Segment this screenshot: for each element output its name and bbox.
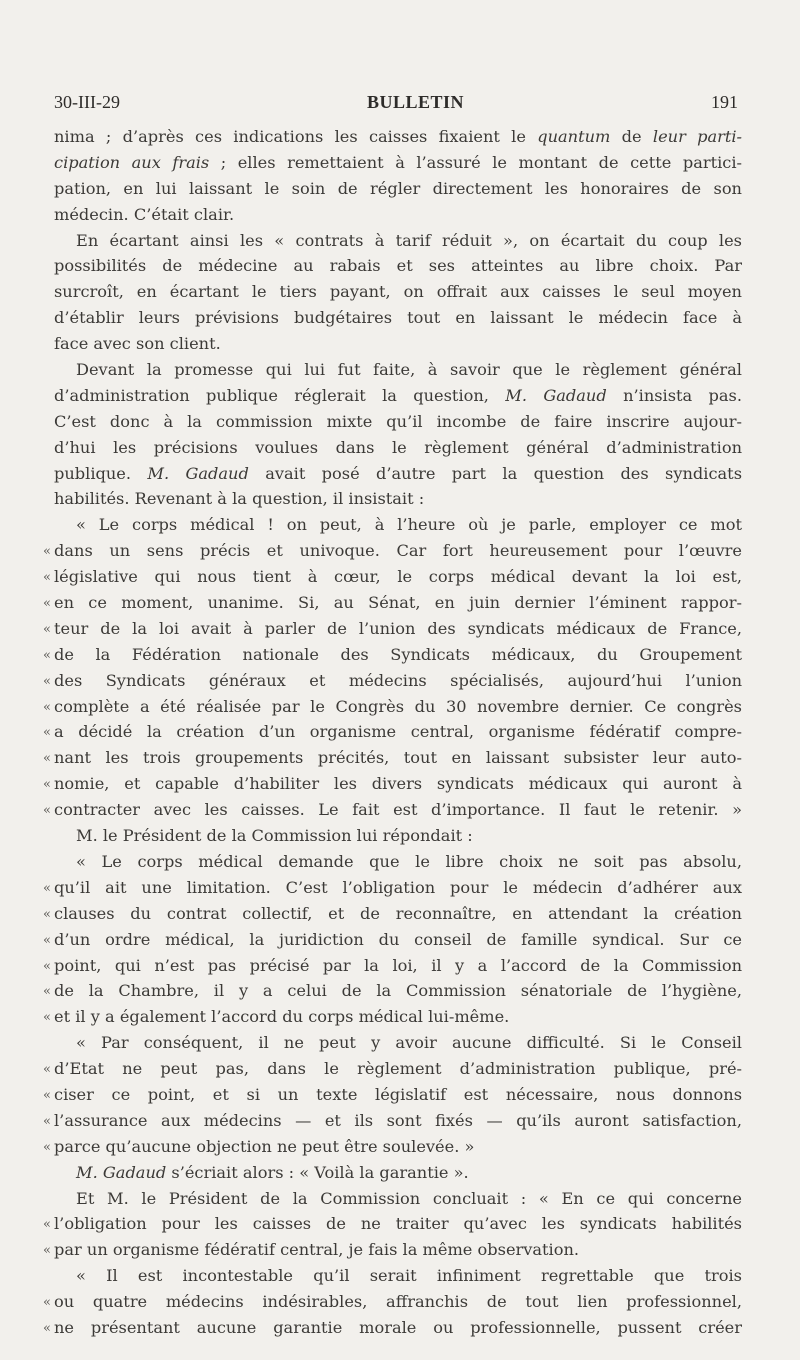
italic-text: M. Gadaud — [147, 463, 249, 483]
text-segment: face avec son client. — [54, 334, 221, 354]
italic-text: M. Gadaud — [76, 1162, 167, 1182]
running-header — [54, 92, 738, 113]
text-segment: ciser ce point, et si un texte législatif est nécessaire, nous donnons — [54, 1084, 742, 1104]
text-line — [43, 1237, 742, 1263]
header-date: 30-III-29 — [54, 92, 120, 112]
text-line — [54, 383, 742, 409]
text-line — [54, 150, 742, 176]
text-line — [43, 978, 742, 1004]
text-line — [43, 1211, 742, 1237]
quote-continuation-mark: « — [43, 958, 51, 974]
text-segment: « Par conséquent, il ne peut y avoir aucune difficulté. Si le Conseil — [76, 1033, 742, 1053]
text-segment: dans un sens précis et univoque. Car fort heureusement pour l’œuvre — [54, 541, 742, 561]
text-segment: contracter avec les caisses. Le fait est d’importance. Il faut le retenir. » — [54, 800, 742, 820]
quote-continuation-mark: « — [43, 544, 51, 560]
page-number: 191 — [711, 92, 738, 112]
quote-continuation-mark: « — [43, 1062, 51, 1078]
text-segment: pation, en lui laissant le soin de régler directement les honoraires de son — [54, 178, 742, 198]
italic-text: M. Gadaud — [505, 385, 607, 405]
text-line — [43, 1004, 742, 1030]
text-line — [43, 745, 742, 771]
text-segment: d’administration publique réglerait la question, — [54, 385, 506, 405]
text-line — [54, 409, 742, 435]
quote-continuation-mark: « — [43, 751, 51, 767]
quote-continuation-mark: « — [43, 984, 51, 1000]
text-line — [54, 253, 742, 279]
quote-continuation-mark: « — [43, 1320, 51, 1336]
text-segment: de — [610, 127, 653, 146]
text-segment: d’hui les précisions voulues dans le règlement général d’administration — [54, 437, 742, 457]
italic-text: quantum — [537, 127, 611, 146]
text-line — [43, 1134, 742, 1160]
text-segment: Devant la promesse qui lui fut faite, à savoir que le règlement général — [76, 360, 742, 380]
text-segment: En écartant ainsi les « contrats à tarif réduit », on écartait du coup les — [76, 230, 742, 250]
text-line — [54, 1186, 742, 1212]
quote-continuation-mark: « — [43, 1087, 51, 1103]
italic-text: cipation aux frais — [54, 152, 210, 172]
text-line — [54, 357, 742, 383]
text-segment: des Syndicats généraux et médecins spécialisés, aujourd’hui l’union — [54, 670, 742, 690]
text-line — [43, 719, 742, 745]
text-segment: possibilités de médecine au rabais et ses atteintes au libre choix. Par — [54, 256, 742, 276]
text-segment: M. le Président de la Commission lui répondait : — [76, 826, 473, 846]
text-segment: et il y a également l’accord du corps médical lui-même. — [54, 1007, 510, 1027]
text-segment: qu’il ait une limitation. C’est l’obligation pour le médecin d’adhérer aux — [54, 877, 742, 897]
text-segment: nant les trois groupements précités, tout en laissant subsister leur auto- — [54, 748, 742, 768]
text-line — [43, 797, 742, 823]
text-line — [54, 1030, 742, 1056]
text-segment: s’écriait alors : « Voilà la garantie ». — [166, 1162, 469, 1182]
text-segment: nima ; d’après ces indications les caisses fixaient le — [54, 127, 538, 146]
italic-text: leur parti- — [652, 127, 742, 146]
text-line — [43, 616, 742, 642]
text-segment: d’un ordre médical, la juridiction du conseil de famille syndical. Sur ce — [54, 929, 742, 949]
text-segment: l’assurance aux médecins — et ils sont fixés — qu’ils auront satisfaction, — [54, 1110, 742, 1130]
text-segment: d’Etat ne peut pas, dans le règlement d’administration publique, pré- — [54, 1059, 742, 1079]
header-title: BULLETIN — [366, 92, 465, 112]
body-text — [43, 124, 742, 1341]
text-line — [54, 228, 742, 254]
text-line — [43, 875, 742, 901]
text-segment: Et M. le Président de la Commission concluait : « En ce qui concerne — [76, 1188, 742, 1208]
quote-continuation-mark: « — [43, 647, 51, 663]
text-segment: ne présentant aucune garantie morale ou professionnelle, pussent créer — [54, 1317, 742, 1337]
text-line — [43, 771, 742, 797]
text-line — [43, 590, 742, 616]
text-segment: « Il est incontestable qu’il serait infiniment regrettable que trois — [76, 1266, 742, 1286]
text-segment: l’obligation pour les caisses de ne traiter qu’avec les syndicats habilités — [54, 1214, 742, 1234]
quote-continuation-mark: « — [43, 1295, 51, 1311]
text-line — [54, 279, 742, 305]
text-segment: législative qui nous tient à cœur, le corps médical devant la loi est, — [54, 567, 742, 587]
text-segment: n’insista pas. — [606, 385, 742, 405]
text-line — [43, 927, 742, 953]
text-line — [54, 124, 742, 150]
text-line — [54, 176, 742, 202]
text-segment: « Le corps médical ! on peut, à l’heure où je parle, employer ce mot — [76, 515, 742, 535]
quote-continuation-mark: « — [43, 803, 51, 819]
quote-continuation-mark: « — [43, 673, 51, 689]
text-segment: nomie, et capable d’habiliter les divers syndicats médicaux qui auront à — [54, 774, 742, 794]
quote-continuation-mark: « — [43, 1139, 51, 1155]
text-segment: clauses du contrat collectif, et de reconnaître, en attendant la création — [54, 903, 742, 923]
text-segment: en ce moment, unanime. Si, au Sénat, en juin dernier l’éminent rappor- — [54, 593, 742, 613]
text-line — [54, 461, 742, 487]
text-segment: publique. — [54, 463, 148, 483]
quote-continuation-mark: « — [43, 1113, 51, 1129]
quote-continuation-mark: « — [43, 906, 51, 922]
text-line — [54, 512, 742, 538]
text-segment: de la Chambre, il y a celui de la Commission sénatoriale de l’hygiène, — [54, 981, 742, 1001]
quote-continuation-mark: « — [43, 932, 51, 948]
text-segment: C’est donc à la commission mixte qu’il incombe de faire inscrire aujour- — [54, 411, 742, 431]
text-segment: surcroît, en écartant le tiers payant, on offrait aux caisses le seul moyen — [54, 282, 742, 302]
text-segment: ou quatre médecins indésirables, affranchis de tout lien professionnel, — [54, 1292, 742, 1312]
text-segment: parce qu’aucune objection ne peut être soulevée. » — [54, 1136, 475, 1156]
text-line — [54, 1160, 742, 1186]
quote-continuation-mark: « — [43, 725, 51, 741]
quote-continuation-mark: « — [43, 621, 51, 637]
text-line — [43, 953, 742, 979]
text-line — [43, 538, 742, 564]
text-segment: habilités. Revenant à la question, il insistait : — [54, 489, 425, 509]
text-segment: médecin. C’était clair. — [54, 204, 235, 224]
text-line — [43, 1082, 742, 1108]
text-line — [43, 1315, 742, 1341]
text-line — [43, 668, 742, 694]
text-line — [43, 642, 742, 668]
text-line — [43, 694, 742, 720]
text-line — [43, 901, 742, 927]
text-segment: « Le corps médical demande que le libre choix ne soit pas absolu, — [76, 851, 742, 871]
text-line — [54, 331, 742, 357]
text-line — [54, 305, 742, 331]
text-line — [43, 1289, 742, 1315]
quote-continuation-mark: « — [43, 596, 51, 612]
quote-continuation-mark: « — [43, 880, 51, 896]
quote-continuation-mark: « — [43, 1010, 51, 1026]
text-line — [54, 823, 742, 849]
text-segment: point, qui n’est pas précisé par la loi, il y a l’accord de la Commission — [54, 955, 742, 975]
text-segment: d’établir leurs prévisions budgétaires tout en laissant le médecin face à — [54, 308, 742, 328]
text-segment: teur de la loi avait à parler de l’union des syndicats médicaux de France, — [54, 618, 742, 638]
text-segment: de la Fédération nationale des Syndicats médicaux, du Groupement — [54, 644, 742, 664]
text-line — [43, 1056, 742, 1082]
text-segment: par un organisme fédératif central, je fais la même observation. — [54, 1240, 580, 1260]
text-line — [43, 564, 742, 590]
text-line — [54, 1263, 742, 1289]
text-segment: a décidé la création d’un organisme central, organisme fédératif compre- — [54, 722, 742, 742]
quote-continuation-mark: « — [43, 777, 51, 793]
text-segment: ; elles remettaient à l’assuré le montant de cette partici- — [209, 152, 742, 172]
quote-continuation-mark: « — [43, 1243, 51, 1259]
text-line — [54, 202, 742, 228]
quote-continuation-mark: « — [43, 1217, 51, 1233]
text-line — [43, 1108, 742, 1134]
text-segment: complète a été réalisée par le Congrès du 30 novembre dernier. Ce congrès — [54, 696, 742, 716]
quote-continuation-mark: « — [43, 699, 51, 715]
text-segment: avait posé d’autre part la question des syndicats — [248, 463, 742, 483]
text-line — [54, 486, 742, 512]
text-line — [54, 849, 742, 875]
text-line — [54, 435, 742, 461]
quote-continuation-mark: « — [43, 570, 51, 586]
